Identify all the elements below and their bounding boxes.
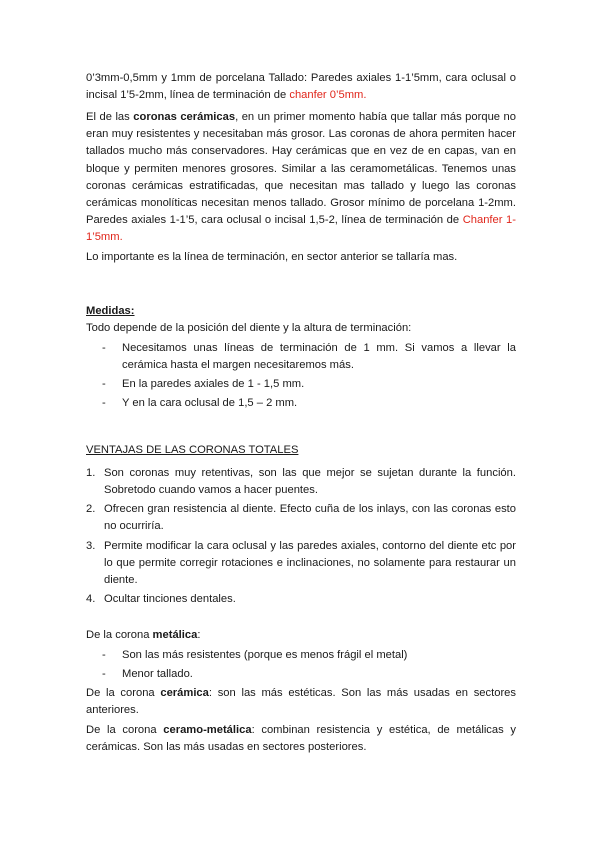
medidas-heading: Medidas:: [86, 305, 135, 317]
bold-term: coronas cerámicas: [133, 111, 236, 123]
paragraph-text: 0’3mm-0,5mm y 1mm de porcelana Tallado: Paredes axiales 1-1’5mm, cara oclusal o incisal 1’5-2mm, línea de terminación de: [86, 72, 516, 102]
paragraph-text: Lo importante es la línea de terminación, en sector anterior se tallaría mas.: [86, 251, 458, 263]
paragraph-metalica: De la corona metálica:: [86, 629, 201, 641]
paragraph-ceramica: De la corona cerámica: son las más estéticas. Son las más usadas en sectores anteriores.: [86, 687, 516, 717]
medidas-intro: Todo depende de la posición del diente y la altura de terminación:: [86, 322, 412, 334]
bullet-dash: -: [102, 668, 106, 680]
paragraph-coronas-ceramicas: [86, 109, 516, 247]
paragraph-ceramometalica: De la corona ceramo-metálica: combinan resistencia y estética, de metálicas y cerámicas. Son las más usadas en sectores posteriores.: [86, 724, 516, 754]
bold-term: metálica: [152, 629, 198, 641]
bullet-dash: -: [102, 397, 106, 409]
ventajas-heading: VENTAJAS DE LAS CORONAS TOTALES: [86, 444, 299, 456]
bold-term: cerámica: [160, 687, 209, 699]
list-number: 1.: [86, 467, 96, 479]
paragraph-text: , en un primer momento había que tallar más porque no eran muy resistentes y necesitaban más grosor. Las coronas de ahora permiten hacer tallados mucho más conservadores. Hay cerámicas que en vez de en capas, van en bloque y permiten menores grosores. Similar a las ceramometálicas. Tenemos unas coronas cerámicas estratificadas, que necesitan mas tallado y luego las coronas cerámicas monolíticas necesitan menos tallado. Grosor mínimo de porcelana 1-2mm. Paredes axiales 1-1’5, cara oclusal o incisal 1,5-2, línea de terminación de: [86, 111, 516, 227]
list-number: 4.: [86, 593, 96, 605]
bold-term: ceramo-metálica: [163, 724, 252, 736]
bullet-dash: -: [102, 378, 106, 390]
paragraph-importante: [86, 249, 516, 266]
document-page: 0’3mm-0,5mm y 1mm de porcelana Tallado: Paredes axiales 1-1’5mm, cara oclusal o incisal 1’5-2mm, línea de terminación de chanfer 0’5mm. El de las coronas cerámicas, en un primer momento había que tallar más porque no eran muy resistentes y necesitaban más grosor. Las coronas de ahora permiten hacer tallados mucho más conservadores. Hay cerámicas que en vez de en capas, van en bloque y permiten menores grosores. Similar a las ceramometálicas. Tenemos unas coronas cerámicas estratificadas, que necesitan mas tallado y luego las coronas cerámicas monolíticas necesitan menos tallado. Grosor mínimo de porcelana 1-2mm. Paredes axiales 1-1’5, cara oclusal o incisal 1,5-2, línea de terminación de Chanfer 1-1’5mm. Lo importante es la línea de terminación, en sector anterior se tallaría mas. Medidas: Todo depende de la posición del diente y la altura de terminación: - Necesitamos unas líneas de terminación de 1 mm. Si vamos a llevar la cerámica hasta el margen necesitaremos más. - En la paredes axiales de 1 - 1,5 mm. - Y en la cara oclusal de 1,5 – 2 mm. VENTAJAS DE LAS CORONAS TOTALES 1. Son coronas muy retentivas, son las que mejor se sujetan durante la función. Sobretodo cuando vamos a hacer puentes. 2. Ofrecen gran resistencia al diente. Efecto cuña de los inlays, con las coronas esto no ocurriría. 3. Permite modificar la cara oclusal y las paredes axiales, contorno del diente etc por lo que permite corregir rotaciones e inclinaciones, no solamente para restaurar un diente. 4. Ocultar tinciones dentales. De la corona metálica: - Son las más resistentes (porque es menos frágil el metal) - Menor tallado. De la corona cerámica: son las más estéticas. Son las más usadas en sectores anteriores. De la corona ceramo-metálica: combinan resistencia y estética, de metálicas y cerámicas. Son las más usadas en sectores posteriores.: [0, 0, 600, 848]
bullet-dash: -: [102, 342, 106, 354]
list-number: 3.: [86, 540, 96, 552]
paragraph-text: El de las: [86, 111, 134, 123]
highlight-red-text: chanfer 0’5mm.: [289, 89, 367, 102]
paragraph-porcelana: [86, 70, 516, 104]
bullet-dash: -: [102, 649, 106, 661]
list-number: 2.: [86, 503, 96, 515]
highlight-red-text: Chanfer 1-1’5mm.: [86, 214, 516, 244]
